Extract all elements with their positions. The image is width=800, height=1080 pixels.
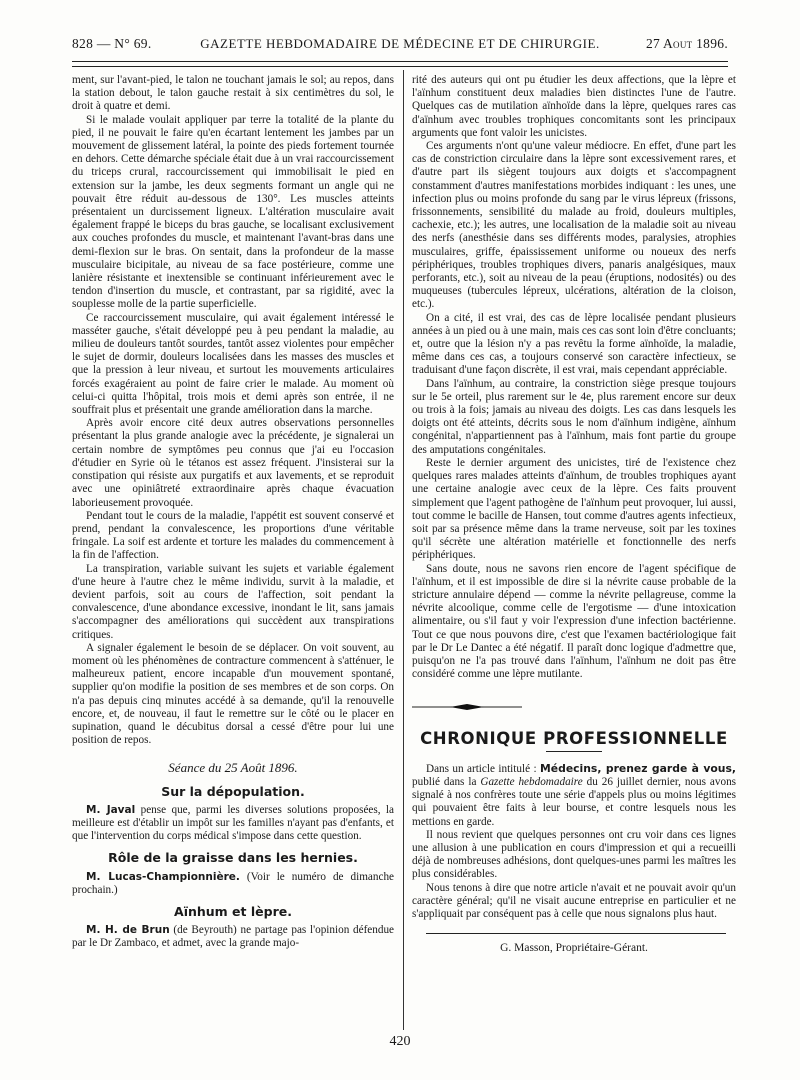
paragraph: Dans l'aïnhum, au contraire, la constriction siège presque toujours sur le 5e orteil, plus rarement sur le 4e, plus rarement encore sur deux ou trois à la fois; jamais au niveau des doigts. Les cas dans lesquels les doigts ont été atteints, décrits sous le nom d'aïnhum indigène, aïnhum congénital, n'appartiennent pas à l'aïnhum, mais font partie du groupe des amputations congénitales. [412,377,736,456]
speaker-name: M. Lucas-Championnière. [86,870,240,883]
journal-name: Gazette hebdomadaire [480,775,583,788]
paragraph: Ce raccourcissement musculaire, qui avait également intéressé le masséter gauche, s'était développé peu à peu pendant la maladie, au milieu de douleurs tantôt sourdes, tantôt assez violentes pour empêcher le sujet de dormir, douleurs localisées dans les masses des muscles et que la pression à leur niveau, et surtout les mouvements articulaires forcés exagéraient au point de faire crier le malade. Au moment où celui-ci quitta l'hôpital, trois mois et demi après son entrée, il ne souffrait plus et présentait une grande amélioration dans la marche. [72,311,394,417]
paragraph-ainhum [72,924,394,950]
paragraph-text: (de Beyrouth) ne partage pas l'opinion défendue par le Dr Zambaco, et admet, avec la grande majo- [72,924,395,950]
paragraph-text: du 26 juillet dernier, nous avons signalé à nos confrères toute une série d'appels plus ou moins légitimes qui pouvaient être faits à leur bourse, et contre lesquels nous les mettions en garde. [412,775,737,828]
speaker-name: M. H. de Brun [86,924,170,937]
journal-title: GAZETTE HEBDOMADAIRE DE MÉDECINE ET DE CHIRURGIE. [200,36,600,51]
section-title-ainhum: Aïnhum et lèpre. [174,903,292,919]
paragraph: On a cité, il est vrai, des cas de lèpre localisée pendant plusieurs années à un pied ou à une main, mais ces cas sont loin d'être concluants; et, outre que la lésion n'y a pas revêtu la forme aïnhoïde, la maladie, même dans ces cas, a toujours conservé son caractère infectieux, se traduisant d'une façon discrète, il est vrai, mais cependant appréciable. [412,311,736,377]
column-divider [403,70,404,1030]
article-title: Médecins, prenez garde à vous, [540,761,736,775]
paragraph: Reste le dernier argument des unicistes, tiré de l'existence chez quelques rares malades atteints d'aïnhum, de troubles trophiques ayant une certaine analogie avec ceux de la lèpre. Ces faits prouvent simplement que l'agent pathogène de l'aïnhum peut provoquer, lui aussi, tout comme le bacille de Hansen, tout comme d'autres agents infectieux, soit par sa présence même dans la trame nerveuse, soit par les toxines qu'il sécrète une altération matérielle et fonctionnelle des nerfs périphériques. [412,456,736,562]
paragraph: Ces arguments n'ont qu'une valeur médiocre. En effet, d'une part les cas de constriction circulaire dans la lèpre sont excessivement rares, et d'autre part ils siègent toujours aux doigts et s'accompagnent constamment d'autres manifestations morbides indiquant : les unes, une infection plus ou moins profonde du sang par le virus lépreux (frissons, frissonnements, sensibilité du malade au froid, douleurs multiples, cachexie, etc.); les autres, une localisation de la maladie soit au niveau des nerfs (anesthésie dans ses différents modes, paralysies, atrophies musculaires, griffe, épaississement uniforme ou noueux des nerfs périphériques, troubles trophiques divers, panaris analgésiques, maux perforants, etc.), soit au niveau de la peau (éruptions, nodosités) ou des muqueuses (tubercules lépreux, ulcérations, altération de la cloison, etc.). [412,140,736,311]
chronique-title: CHRONIQUE PROFESSIONNELLE [420,728,728,748]
paragraph: Pendant tout le cours de la maladie, l'appétit est souvent conservé et prend, pendant la convalescence, les proportions d'une véritable fringale. La soif est ardente et torture les malades du commencement à la fin de l'affection. [72,509,394,562]
chronique-rule [546,751,602,752]
issue-date: 27 Aout 1896. [645,36,728,51]
paragraph-chronique-2: Il nous revient que quelques personnes ont cru voir dans ces lignes une allusion à une publication en cours d'impression et qui a recueilli déjà de nombreuses adhésions, dont quelques-unes parmi les maîtres les plus considérables. [412,828,736,881]
paragraph-text: pense que, parmi les diverses solutions proposées, la meilleure est d'établir un impôt sur les familles n'ayant pas d'enfants, et que l'intervention du corps médical s'impose dans cette question. [72,803,395,843]
page-number: 420 [389,1034,411,1049]
running-head [72,36,728,58]
paragraph-graisse [72,871,394,897]
paragraph-chronique-1 [412,762,736,829]
paragraph-chronique-3: Nous tenons à dire que notre article n'avait et ne pouvait avoir qu'un caractère général; qu'il ne visait aucune entreprise en particulier et ne s'appliquait par conséquent pas à celle que nous signalons plus haut. [412,881,736,920]
paragraph: ment, sur l'avant-pied, le talon ne touchant jamais le sol; au repos, dans la station debout, le talon gauche restait à six centimètres du sol, le droit à quatre et demi. [72,74,394,113]
paragraph-depopulation [72,804,394,844]
signature-rule [426,933,726,934]
speaker-name: M. Javal [86,803,136,816]
paragraph: La transpiration, variable suivant les sujets et variable également d'une heure à l'autre chez le même individu, survit à la maladie, et devient parfois, soit au cours de l'affection, soit pendant la convalescence, d'une abondance excessive, inondant le lit, sans jamais s'accompagner des améliorations qui succèdent aux transpirations critiques. [72,562,394,641]
paragraph: Si le malade voulait appliquer par terre la totalité de la plante du pied, il ne pouvait le faire qu'en écartant lentement les jambes par un mouvement de glissement latéral, la pointe des pieds fortement tournée en dehors. Cette démarche spéciale était due à un vrai raccourcissement du triceps crural, raccourcissement qui immobilisait le pied en extension sur la jambe, les deux segments formant un angle qui ne pouvait être réduit au-dessous de 130°. Les muscles atteints présentaient un durcissement ligneux. L'altération musculaire avait également frappé le biceps du bras gauche, se localisant exclusivement aux couches profondes du muscle, et maintenant l'avant-bras dans une demi-flexion sur le bras. On sentait, dans la profondeur de la masse musculaire bicipitale, au niveau de sa face postérieure, comme une lanière résistante et inextensible se continuant inférieurement avec le tendon d'insertion du muscle, et contrastant, par sa rigidité, avec la souplesse molle de la partie superficielle. [72,113,394,311]
session-heading: Séance du 25 Août 1896. [168,760,298,776]
paragraph: rité des auteurs qui ont pu étudier les deux affections, que la lèpre et l'aïnhum constituent deux maladies bien distinctes l'une de l'autre. Quelques cas de mutilation aïnhoïde dans la lèpre, quelques rares cas d'aïnhum avec troubles trophiques concomitants sont les principaux arguments que font valoir les unicistes. [412,74,736,139]
section-title-graisse: Rôle de la graisse dans les hernies. [108,850,358,866]
paragraph-text: Dans un article intitulé : [426,762,537,775]
section-ornament [412,703,522,711]
section-title-depopulation: Sur la dépopulation. [161,783,305,799]
header-rule [72,61,728,67]
left-column [72,74,394,951]
paragraph-text: (Voir le numéro de dimanche prochain.) [72,870,395,896]
paragraph-text: publié dans la [412,775,477,788]
page-issue-number: 828 — N° 69. [72,36,152,51]
paragraph: Sans doute, nous ne savons rien encore de l'agent spécifique de l'aïnhum, et il est impossible de dire si la névrite cause probable de la stricture annulaire dépend — comme la névrite pellagreuse, comme la névrite alcoolique, comme celle de l'ergotisme — d'une intoxication alimentaire, ou s'il faut y voir l'expression d'une infection bactérienne. Tout ce que nous pouvons dire, c'est que l'examen bactériologique fait par le Dr Le Dantec a été négatif. Il paraît donc logique d'admettre que, puisqu'on ne l'a pas trouvé dans l'aïnhum, l'aïnhum ne doit pas être considéré comme une lèpre mutilante. [412,562,736,681]
paragraph: A signaler également le besoin de se déplacer. On voit souvent, au moment où les phénomènes de contracture commencent à s'atténuer, le malheureux patient, encore incapable d'un mouvement spontané, supplier qu'on modifie la position de ses membres et de son corps. On n'a pas depuis cinq minutes accédé à sa demande, qu'il la renouvelle encore, et, de nouveau, il faut le remettre sur le côté ou le placer en supination, quand le décubitus dorsal a cessé d'être pour lui une position de repos. [72,641,394,747]
paragraph: Après avoir encore cité deux autres observations personnelles présentant la plus grande analogie avec la précédente, je signalerai un certain nombre de symptômes peu connus que j'ai eu l'occasion d'étudier en Syrie où le tétanos est assez fréquent. J'insisterai sur la constipation qui résiste aux purgatifs et aux lavements, et se reproduit avec une opiniâtreté extraordinaire après chaque évacuation laborieusement provoquée. [72,417,394,509]
signature: G. Masson, Propriétaire-Gérant. [500,942,648,955]
right-column [412,74,736,955]
